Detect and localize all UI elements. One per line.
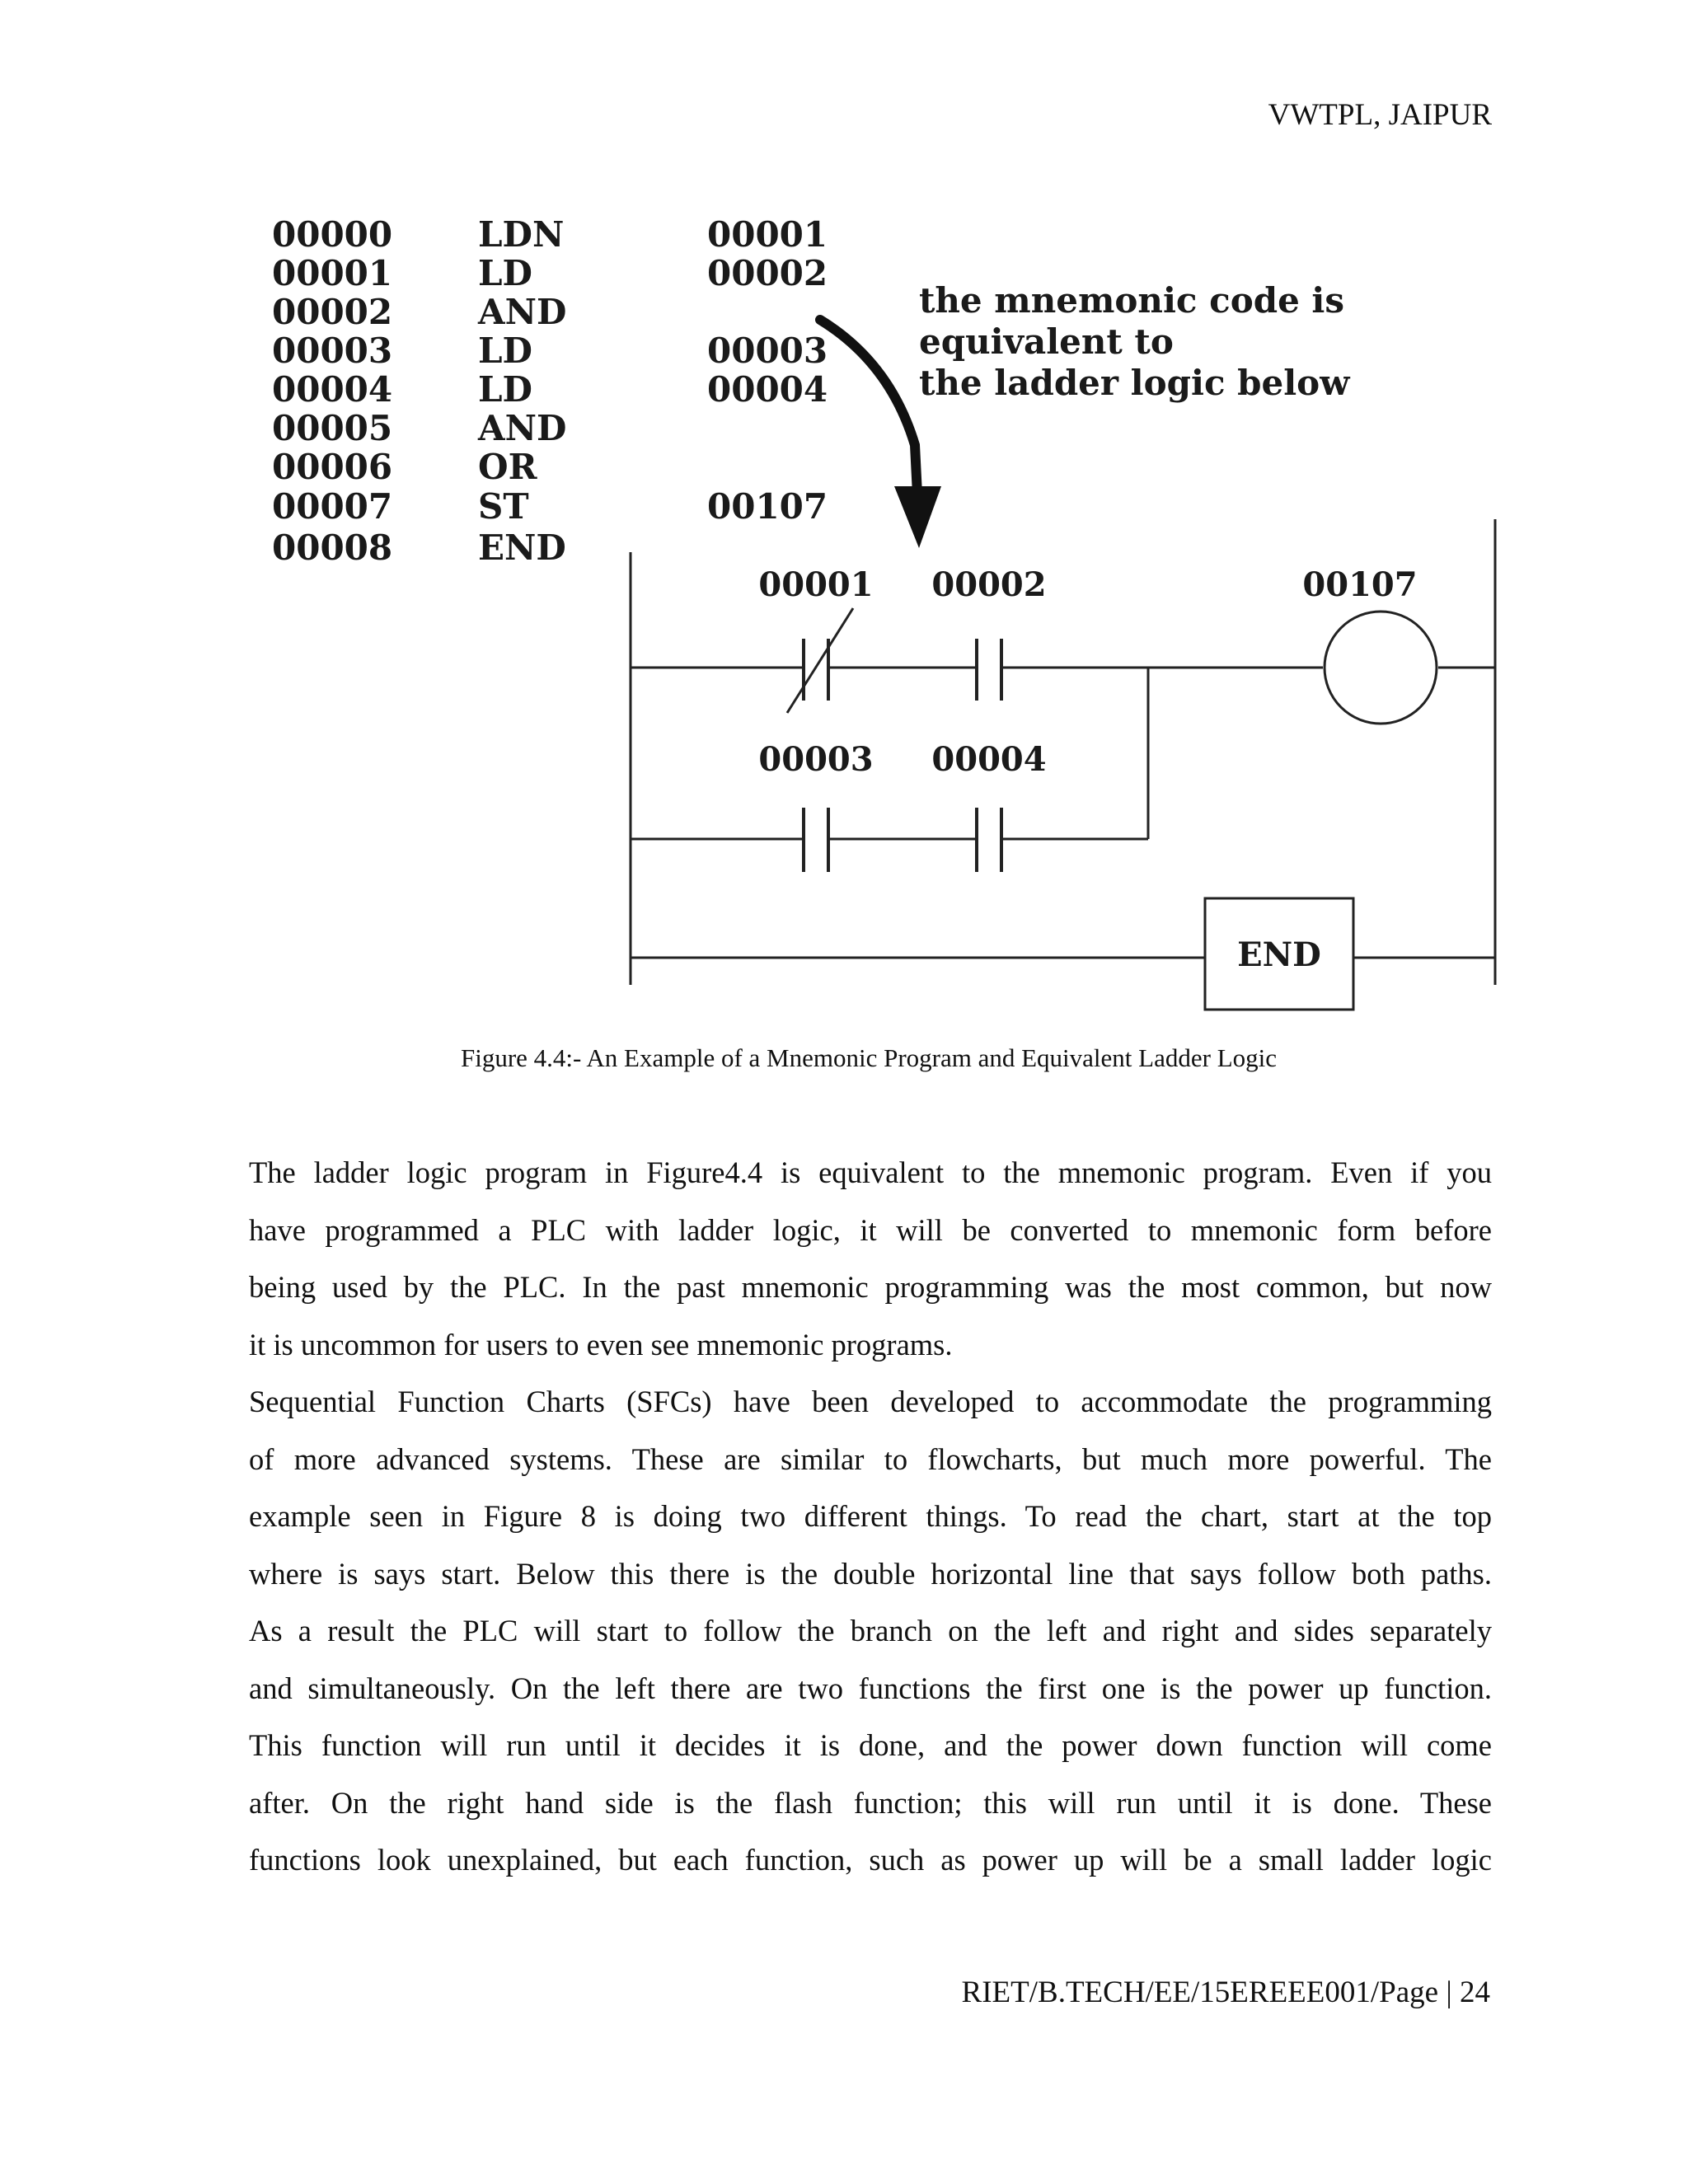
mnemonic-operand: 00002 [707,253,828,293]
body-text [249,1144,1492,1889]
mnemonic-operand: 00003 [707,330,828,371]
figure-caption-text: Figure 4.4:- An Example of a Mnemonic Program and Equivalent Ladder Logic [460,1043,1278,1072]
mnemonic-address: 00000 [272,214,393,255]
rung-end [631,898,1495,1010]
mnemonic-opcode: LD [478,369,532,410]
paragraph-line: where is says start. Below this there is the double horizontal line that says follow both paths. [249,1556,1492,1591]
end-block-label: END [1237,935,1321,974]
paragraph-line: after. On the right hand side is the flash function; this will run until it is done. These [249,1785,1492,1820]
mnemonic-address: 00003 [272,330,393,371]
annotation-line: the ladder logic below [919,363,1350,403]
mnemonic-address: 00007 [272,486,393,527]
contact-no-00004 [977,808,1001,872]
mnemonic-operand: 00001 [707,214,828,255]
ladder-diagram [256,198,1508,1022]
page-header: VWTPL, JAIPUR [1268,98,1492,132]
paragraph-line: of more advanced systems. These are similar to flowcharts, but much more powerful. The [249,1441,1492,1476]
paragraph-line: have programmed a PLC with ladder logic, it will be converted to mnemonic form before [249,1212,1492,1247]
mnemonic-operand: 00107 [707,486,828,527]
paragraph-line: and simultaneously. On the left there are two functions the first one is the power up function. [249,1671,1492,1705]
mnemonic-opcode: AND [478,408,567,448]
annotation-line: the mnemonic code is equivalent to [919,280,1345,362]
mnemonic-opcode: ST [478,486,529,527]
page-footer: RIET/B.TECH/EE/15EREEE001/Page | 24 [961,1975,1490,2009]
mnemonic-opcode: AND [478,292,567,332]
mnemonic-opcode: LD [478,330,532,371]
mnemonic-opcode: END [478,527,566,568]
mnemonic-address: 00001 [272,253,393,293]
paragraph-line: As a result the PLC will start to follow the branch on the left and right and sides separately [249,1614,1492,1647]
mnemonic-address: 00006 [272,447,393,487]
paragraph-line: being used by the PLC. In the past mnemonic programming was the most common, but now [249,1270,1492,1304]
paragraph-line: This function will run until it decides it is done, and the power down function will come [249,1728,1492,1762]
coil-label-00107: 00107 [1302,565,1418,604]
figure-4-4 [256,198,1508,1022]
mnemonic-address: 00002 [272,292,393,332]
mnemonic-address: 00008 [272,527,393,568]
contact-label-00002: 00002 [931,565,1047,604]
pointer-arrow [820,320,941,548]
paragraph-line: it is uncommon for users to even see mnemonic programs. [249,1327,953,1361]
contact-label-00001: 00001 [758,565,874,604]
mnemonic-opcode: OR [478,447,537,487]
mnemonic-operand: 00004 [707,369,828,410]
paragraph-line: The ladder logic program in Figure4.4 is equivalent to the mnemonic program. Even if you [249,1155,1492,1189]
paragraph-line: functions look unexplained, but each function, such as power up will be a small ladder logic [249,1843,1492,1877]
paragraph-line: example seen in Figure 8 is doing two different things. To read the chart, start at the top [249,1499,1492,1533]
output-coil-00107 [1325,612,1437,724]
paragraph-line: Sequential Function Charts (SFCs) have been developed to accommodate the programming [249,1385,1492,1418]
mnemonic-address: 00005 [272,408,393,448]
contact-nc-00001 [787,608,853,713]
figure-caption [0,1043,1688,1073]
contact-label-00003: 00003 [758,740,874,779]
contact-label-00004: 00004 [931,740,1047,779]
contact-no-00003 [804,808,828,872]
mnemonic-opcode: LD [478,253,532,293]
mnemonic-address: 00004 [272,369,393,410]
mnemonic-opcode: LDN [478,214,565,255]
contact-no-00002 [977,639,1001,701]
